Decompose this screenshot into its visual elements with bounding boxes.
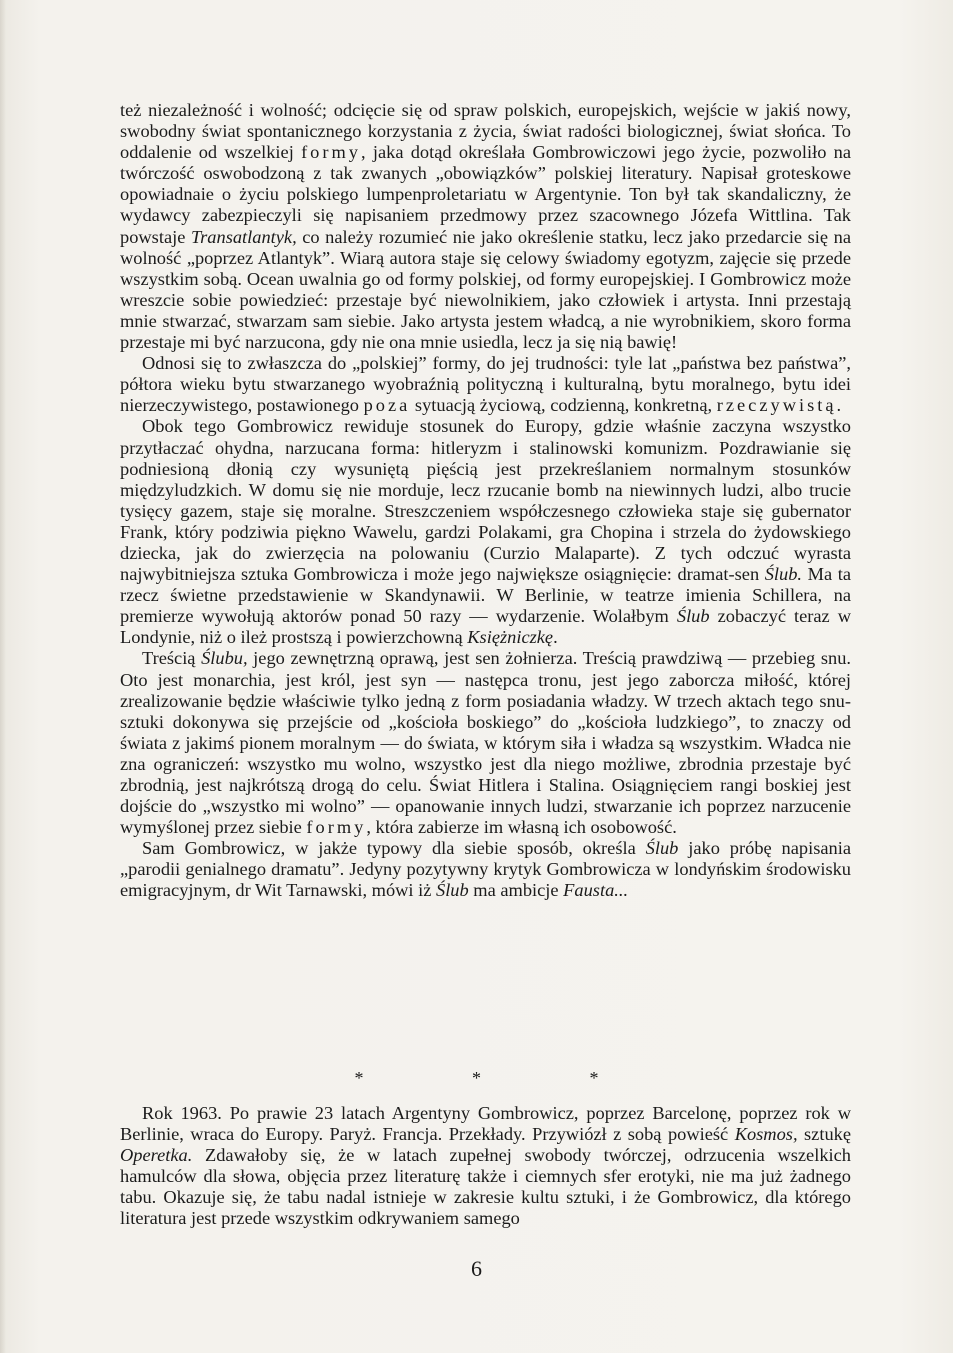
italic-title: Transatlantyk,	[190, 226, 297, 247]
paragraph-3	[120, 416, 851, 648]
text-run: , jaka dotąd określała Gombrowiczowi jego życie, pozwoliło na twórczość oswobodzoną z tak zwanych „obowiązków” polskiej literatury. Napisał groteskowe opowiadnaie o życiu polskiego lumpenproletariatu w Argentynie. Ton był tak skandaliczny, że wydawcy zabezpieczyli się napisaniem przedmowy przez szacownego Józefa Wittlina. Tak powstaje	[120, 142, 851, 247]
text-run: zobaczyć teraz w Londynie, niż o ileż prostszą i powierzchowną	[120, 606, 851, 648]
text-run: ma ambicje	[468, 880, 564, 901]
italic-title: Ślub	[645, 838, 679, 859]
section-separator: * * *	[354, 1068, 651, 1088]
italic-title: Operetka.	[120, 1145, 193, 1166]
main-text	[120, 100, 851, 902]
page-fold-shadow	[0, 0, 6, 1353]
spaced-word: poza	[363, 395, 411, 416]
italic-title: Kosmos,	[734, 1124, 798, 1145]
text-run: .	[553, 627, 558, 648]
text-run: Obok tego Gombrowicz rewiduje stosunek do Europy, gdzie właśnie zaczyna wszystko przytłaczać ohydna, narzucana forma: hitleryzm i stalinowski komunizm. Pozdrawianie się podniesioną dłonią czy wysuniętą pięścią jest przekreślaniem normalnym stosunków międzyludzkich. W domu się nie morduje, lecz rzucanie bomb na niewinnych ludzi, albo trucie tysięcy gazem, staje się moralne. Streszczeniem współczesnego człowieka staje się gubernator Frank, który podziwia piękno Wawelu, gardzi Polakami, gra Chopina i strzela do żydowskiego dziecka, jak do zwierzęcia na polowaniu (Curzio Malaparte). Z tych odczuć wyrasta najwybitniejsza sztuka Gombrowicza i może jego największe osiągnięcie: dramat-sen	[120, 416, 851, 585]
page-number: 6	[471, 1256, 482, 1281]
paragraph-4	[120, 648, 851, 838]
text-run: też niezależność i wolność; odcięcie się od spraw polskich, europejskich, wejście w jakiś nowy, swobodny świat spontanicznego korzystania z życia, świat radości biologicznej, świat słońca. To oddalenie od wszelkiej	[120, 100, 851, 163]
text-run: sytuacją życiową, codzienną, konkretną,	[410, 395, 717, 416]
italic-title: Ślub	[676, 606, 710, 627]
spaced-word: formy	[306, 817, 367, 838]
paragraph-5	[120, 838, 851, 901]
text-run: Zdawałoby się, że w latach zupełnej swobody twórczej, odrzucenia wszelkich hamulców dla słowa, objęcia przez literaturę także i ciemnych sfer erotyki, nie ma już żadnego tabu. Okazuje się, że tabu nadal istnieje w zakresie kultu sztuki, i że Gombrowicz, dla którego literatura jest przede wszystkim odkrywaniem samego	[120, 1145, 851, 1229]
paragraph-1	[120, 100, 851, 353]
text-run: .	[836, 395, 842, 416]
spaced-word: rzeczywistą	[716, 395, 837, 416]
spaced-word: formy	[301, 142, 362, 163]
text-run: Ma ta rzecz świetne przedstawienie w Skandynawii. W Berlinie, w teatrze imienia Schillera, na premierze wywołują aktorów ponad 50 razy — wydarzenie. Wolałbym	[120, 564, 852, 627]
text-run: Odnosi się to zwłaszcza do „polskiej” formy, do jej trudności: tyle lat „państwa bez państwa”, półtora wieku bytu stwarzanego wyobraźnią polityczną i kulturalną, bytu moralnego, bytu idei nierzeczywistego, postawionego	[120, 353, 851, 416]
italic-title: Ślubu,	[201, 648, 248, 669]
text-run: jako próbę napisania „parodii genialnego dramatu”. Jedyny pozytywny krytyk Gombrowicza w londyńskim środowisku emigracyjnym, dr Wit Tarnawski, mówi iż	[120, 838, 852, 901]
italic-title: Ślub.	[764, 564, 803, 585]
text-run: , która zabierze im własną ich osobowość.	[366, 817, 677, 838]
text-run: Rok 1963. Po prawie 23 latach Argentyny Gombrowicz, poprzez Barcelonę, poprzez rok w Berlinie, wraca do Europy. Paryż. Francja. Przekłady. Przywiózł z sobą powieść	[120, 1103, 851, 1145]
text-run: co należy rozumieć nie jako określenie statku, lecz jako przedarcie się na wolność „poprzez Atlantyk”. Wiarą autora staje się celowy świadomy egotyzm, zajęcie się przede wszystkim sobą. Ocean uwalnia go od formy polskiej, od formy europejskiej. I Gombrowicz może wreszcie sobie powiedzieć: przestaje być niewolnikiem, jako człowiek i artysta. Inni przestają mnie stwarzać, stwarzam sam siebie. Jako artysta jestem władcą, a nie wyrobnikiem, skoro forma przestaje mi być narzucona, gdy nie ona mnie usiedla, lecz ja się nią bawię!	[120, 226, 851, 353]
text-run: sztukę	[797, 1124, 851, 1145]
paragraph-2	[120, 353, 851, 416]
italic-title: Ślub	[436, 880, 469, 901]
italic-title: Fausta...	[563, 880, 629, 901]
main-text-continued	[120, 1103, 851, 1230]
text-run: Sam Gombrowicz, w jakże typowy dla siebie sposób, określa	[142, 838, 646, 859]
text-run: jego zewnętrzną oprawą, jest sen żołnierza. Treścią prawdziwą — przebieg snu. Oto jest monarchia, jest król, jest syn — następca tronu, jest jego zaborcza miłość, której zrealizowanie będzie właściwie tylko jedną z form posiadania władzy. W trzech aktach tego snu-sztuki dokonywa się przejście od „kościoła boskiego” do „kościoła ludzkiego”, to znaczy od świata z jakimś pionem moralnym — do świata, w którym siła i władza są wszystkim. Władca nie zna ograniczeń: wszystko mu wolno, wszystko jest dla niego możliwe, zbrodnia przestaje być zbrodnią, jest najkrótszą drogą do celu. Świat Hitlera i Stalina. Osiągnięciem rangi boskiej jest dojście do „wszystko mi wolno” — opanowanie innych ludzi, stwarzanie ich poprzez narzucenie wymyślonej przez siebie	[120, 648, 851, 838]
text-run: Treścią	[142, 648, 202, 669]
paragraph-6	[120, 1103, 851, 1230]
italic-title: Księżniczkę	[467, 627, 554, 648]
